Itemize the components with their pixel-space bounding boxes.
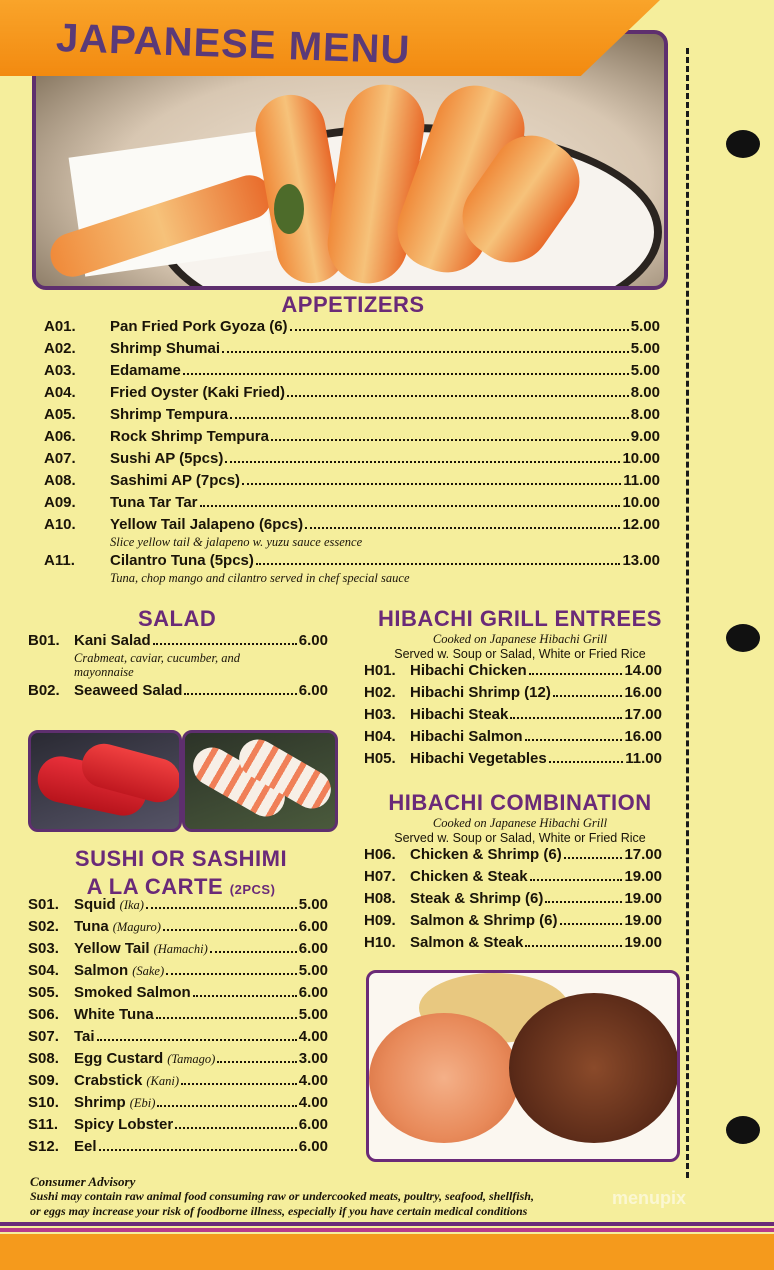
menu-item xyxy=(28,1094,328,1116)
item-price: 13.00 xyxy=(622,552,660,569)
appetizers-heading-wrap xyxy=(0,292,774,318)
item-code: S08. xyxy=(28,1050,59,1067)
leader-dots xyxy=(290,329,629,331)
leader-dots xyxy=(530,879,623,881)
menu-item xyxy=(44,428,660,450)
item-description: Tuna, chop mango and cilantro served in chef special sauce xyxy=(110,571,410,585)
leader-dots xyxy=(553,695,623,697)
leader-dots xyxy=(193,995,297,997)
item-price: 19.00 xyxy=(624,890,662,907)
item-description: Slice yellow tail & jalapeno w. yuzu sauce essence xyxy=(110,535,363,549)
combo-heading-wrap xyxy=(364,790,676,845)
item-price: 11.00 xyxy=(625,750,662,767)
leader-dots xyxy=(97,1039,297,1041)
item-price: 19.00 xyxy=(624,912,662,929)
item-code: A03. xyxy=(44,362,76,379)
combo-list xyxy=(364,846,662,956)
menu-item xyxy=(364,662,662,684)
item-code: A11. xyxy=(44,552,75,569)
hibachi-heading-wrap xyxy=(364,606,676,661)
item-code: H04. xyxy=(364,728,396,745)
menu-item xyxy=(364,728,662,750)
menu-item xyxy=(28,1116,328,1138)
item-code: A10. xyxy=(44,516,76,533)
item-code: S12. xyxy=(28,1138,59,1155)
menu-item xyxy=(364,912,662,934)
item-name: Hibachi Steak xyxy=(410,706,509,723)
item-code: A07. xyxy=(44,450,76,467)
footer-stripe xyxy=(0,1228,774,1232)
menu-item xyxy=(28,1138,328,1160)
leader-dots xyxy=(287,395,629,397)
item-name: Chicken & Steak xyxy=(410,868,528,885)
leader-dots xyxy=(525,945,622,947)
item-price: 5.00 xyxy=(630,362,660,379)
item-price: 19.00 xyxy=(624,868,662,885)
item-name: Hibachi Shrimp (12) xyxy=(410,684,551,701)
binder-hole xyxy=(726,624,760,652)
leader-dots xyxy=(529,673,623,675)
item-price: 4.00 xyxy=(298,1094,328,1111)
item-code: S09. xyxy=(28,1072,59,1089)
menu-item xyxy=(364,934,662,956)
leader-dots xyxy=(217,1061,296,1063)
item-name: Steak & Shrimp (6) xyxy=(410,890,544,907)
menu-item xyxy=(44,318,660,340)
leader-dots xyxy=(225,461,620,463)
item-code: H10. xyxy=(364,934,396,951)
item-code: S03. xyxy=(28,940,59,957)
menu-item xyxy=(364,706,662,728)
item-code: H02. xyxy=(364,684,396,701)
item-description: mayonnaise xyxy=(74,665,134,679)
advisory-line1: Sushi may contain raw animal food consuming raw or undercooked meats, poultry, seafood, shellfish, xyxy=(30,1189,534,1203)
item-name: Sushi AP (5pcs) xyxy=(110,450,224,467)
item-price: 6.00 xyxy=(298,1138,328,1155)
menu-item xyxy=(28,918,328,940)
combo-sub1: Cooked on Japanese Hibachi Grill xyxy=(432,816,608,830)
item-price: 4.00 xyxy=(298,1028,328,1045)
leader-dots xyxy=(305,527,620,529)
item-description: Crabmeat, caviar, cucumber, and xyxy=(74,651,240,665)
item-price: 6.00 xyxy=(298,682,328,699)
item-code: H01. xyxy=(364,662,396,679)
leader-dots xyxy=(256,563,621,565)
item-code: S06. xyxy=(28,1006,59,1023)
leader-dots xyxy=(175,1127,297,1129)
leader-dots xyxy=(525,739,623,741)
item-name: Seaweed Salad xyxy=(74,682,183,699)
menu-item xyxy=(44,472,660,494)
leader-dots xyxy=(210,951,297,953)
menu-item xyxy=(28,682,328,704)
item-name: Shrimp Tempura xyxy=(110,406,229,423)
footer-band xyxy=(0,1234,774,1270)
item-name: Tuna xyxy=(74,918,109,935)
sushi-heading-line1: SUSHI OR SASHIMI xyxy=(74,846,288,871)
item-code: A06. xyxy=(44,428,76,445)
leader-dots xyxy=(156,1017,297,1019)
item-price: 6.00 xyxy=(298,940,328,957)
item-price: 16.00 xyxy=(624,728,662,745)
shrimp-nigiri-photo xyxy=(182,730,338,832)
menu-item xyxy=(44,450,660,472)
item-price: 6.00 xyxy=(298,918,328,935)
item-name: Hibachi Salmon xyxy=(410,728,523,745)
item-code: B01. xyxy=(28,632,60,649)
appetizers-list xyxy=(44,318,660,588)
leader-dots xyxy=(271,439,629,441)
item-code: H09. xyxy=(364,912,396,929)
item-price: 8.00 xyxy=(630,384,660,401)
item-price: 9.00 xyxy=(630,428,660,445)
menu-item xyxy=(28,896,328,918)
item-price: 17.00 xyxy=(624,846,662,863)
shiso-leaf xyxy=(274,184,304,234)
item-code: S04. xyxy=(28,962,59,979)
item-name: Eel xyxy=(74,1138,97,1155)
menu-item xyxy=(364,890,662,912)
item-price: 10.00 xyxy=(622,450,660,467)
item-price: 11.00 xyxy=(623,472,660,489)
item-price: 5.00 xyxy=(298,962,328,979)
menu-item xyxy=(44,340,660,362)
sushi-heading-wrap xyxy=(28,846,334,900)
item-name: Sashimi AP (7pcs) xyxy=(110,472,241,489)
sushi-list xyxy=(28,896,328,1160)
item-japanese-name: (Hamachi) xyxy=(153,942,208,956)
item-code: H05. xyxy=(364,750,396,767)
salad-heading: SALAD xyxy=(138,606,217,631)
menu-item xyxy=(44,384,660,406)
item-code: H08. xyxy=(364,890,396,907)
leader-dots xyxy=(549,761,624,763)
leader-dots xyxy=(99,1149,297,1151)
item-code: H06. xyxy=(364,846,396,863)
sushi-heading-pieces: (2PCS) xyxy=(229,882,276,897)
hibachi-heading: HIBACHI GRILL ENTREES xyxy=(378,606,662,631)
item-japanese-name: (Sake) xyxy=(132,964,165,978)
footer-stripe xyxy=(0,1222,774,1226)
item-code: B02. xyxy=(28,682,60,699)
salad-list xyxy=(28,632,328,704)
menu-item xyxy=(28,1028,328,1050)
binder-hole xyxy=(726,1116,760,1144)
item-code: S07. xyxy=(28,1028,59,1045)
item-name: Chicken & Shrimp (6) xyxy=(410,846,562,863)
item-name: Crabstick xyxy=(74,1072,143,1089)
sushi-heading-line2: A LA CARTE xyxy=(86,874,224,899)
item-price: 4.00 xyxy=(298,1072,328,1089)
item-name: Cilantro Tuna (5pcs) xyxy=(110,552,254,569)
watermark: menupix xyxy=(612,1188,687,1208)
leader-dots xyxy=(157,1105,296,1107)
item-price: 14.00 xyxy=(624,662,662,679)
hibachi-photo xyxy=(366,970,680,1162)
item-name: Smoked Salmon xyxy=(74,984,191,1001)
menu-item xyxy=(28,940,328,962)
consumer-advisory xyxy=(30,1174,670,1219)
hibachi-sub2: Served w. Soup or Salad, White or Fried Rice xyxy=(394,647,646,661)
advisory-title: Consumer Advisory xyxy=(30,1174,136,1189)
item-japanese-name: (Kani) xyxy=(146,1074,180,1088)
leader-dots xyxy=(510,717,622,719)
item-price: 8.00 xyxy=(630,406,660,423)
item-price: 16.00 xyxy=(624,684,662,701)
item-name: Salmon & Shrimp (6) xyxy=(410,912,558,929)
item-name: Egg Custard xyxy=(74,1050,164,1067)
item-code: A04. xyxy=(44,384,76,401)
item-price: 19.00 xyxy=(624,934,662,951)
item-japanese-name: (Tamago) xyxy=(167,1052,216,1066)
hibachi-list xyxy=(364,662,662,772)
leader-dots xyxy=(545,901,622,903)
menu-item xyxy=(44,406,660,428)
menu-item xyxy=(364,846,662,868)
item-price: 6.00 xyxy=(298,984,328,1001)
combo-sub2: Served w. Soup or Salad, White or Fried Rice xyxy=(394,831,646,845)
item-name: Tai xyxy=(74,1028,95,1045)
leader-dots xyxy=(200,505,621,507)
item-price: 6.00 xyxy=(298,632,328,649)
item-code: H07. xyxy=(364,868,396,885)
item-code: S05. xyxy=(28,984,59,1001)
item-price: 17.00 xyxy=(624,706,662,723)
leader-dots xyxy=(222,351,629,353)
item-name: Hibachi Vegetables xyxy=(410,750,547,767)
item-name: Yellow Tail Jalapeno (6pcs) xyxy=(110,516,304,533)
leader-dots xyxy=(184,693,296,695)
item-name: Shrimp xyxy=(74,1094,126,1111)
menu-item xyxy=(364,750,662,772)
leader-dots xyxy=(242,483,621,485)
item-price: 5.00 xyxy=(298,1006,328,1023)
item-name: Fried Oyster (Kaki Fried) xyxy=(110,384,286,401)
item-price: 3.00 xyxy=(298,1050,328,1067)
item-code: H03. xyxy=(364,706,396,723)
item-code: A05. xyxy=(44,406,76,423)
item-code: A02. xyxy=(44,340,76,357)
menu-item xyxy=(28,962,328,984)
page-edge-dashes xyxy=(686,48,689,1178)
item-name: Rock Shrimp Tempura xyxy=(110,428,269,445)
item-code: A08. xyxy=(44,472,76,489)
item-code: S10. xyxy=(28,1094,59,1111)
binder-hole xyxy=(726,130,760,158)
menu-item xyxy=(28,1006,328,1028)
item-name: Kani Salad xyxy=(74,632,151,649)
appetizers-heading: APPETIZERS xyxy=(281,292,425,317)
combo-heading: HIBACHI COMBINATION xyxy=(388,790,652,815)
item-code: S11. xyxy=(28,1116,59,1133)
item-price: 6.00 xyxy=(298,1116,328,1133)
item-japanese-name: (Ebi) xyxy=(129,1096,156,1110)
menu-item xyxy=(28,984,328,1006)
item-name: Spicy Lobster xyxy=(74,1116,174,1133)
item-price: 12.00 xyxy=(622,516,660,533)
item-name: White Tuna xyxy=(74,1006,154,1023)
item-price: 5.00 xyxy=(630,318,660,335)
leader-dots xyxy=(230,417,629,419)
item-japanese-name: (Maguro) xyxy=(112,920,161,934)
leader-dots xyxy=(166,973,297,975)
menu-item xyxy=(364,868,662,890)
item-name: Pan Fried Pork Gyoza (6) xyxy=(110,318,288,335)
leader-dots xyxy=(163,929,297,931)
leader-dots xyxy=(153,643,297,645)
menu-item xyxy=(44,362,660,384)
item-name: Tuna Tar Tar xyxy=(110,494,198,511)
hibachi-sub1: Cooked on Japanese Hibachi Grill xyxy=(432,632,608,646)
item-code: A01. xyxy=(44,318,76,335)
leader-dots xyxy=(146,907,297,909)
menu-item xyxy=(44,494,660,516)
item-name: Hibachi Chicken xyxy=(410,662,527,679)
advisory-line2: or eggs may increase your risk of foodborne illness, especially if you have certain medical conditions xyxy=(30,1204,528,1218)
item-code: S01. xyxy=(28,896,59,913)
item-name: Edamame xyxy=(110,362,181,379)
item-price: 5.00 xyxy=(630,340,660,357)
tuna-nigiri-photo xyxy=(28,730,182,832)
item-price: 10.00 xyxy=(622,494,660,511)
item-code: S02. xyxy=(28,918,59,935)
menu-item xyxy=(28,1050,328,1072)
item-price: 5.00 xyxy=(298,896,328,913)
item-name: Salmon xyxy=(74,962,129,979)
page-title: JAPANESE MENU xyxy=(55,16,412,73)
leader-dots xyxy=(560,923,623,925)
menu-item xyxy=(364,684,662,706)
leader-dots xyxy=(564,857,623,859)
leader-dots xyxy=(183,373,629,375)
item-name: Salmon & Steak xyxy=(410,934,524,951)
leader-dots xyxy=(181,1083,297,1085)
item-name: Squid xyxy=(74,896,116,913)
menu-item xyxy=(28,1072,328,1094)
item-code: A09. xyxy=(44,494,76,511)
item-name: Shrimp Shumai xyxy=(110,340,221,357)
item-japanese-name: (Ika) xyxy=(119,898,144,912)
item-name: Yellow Tail xyxy=(74,940,150,957)
